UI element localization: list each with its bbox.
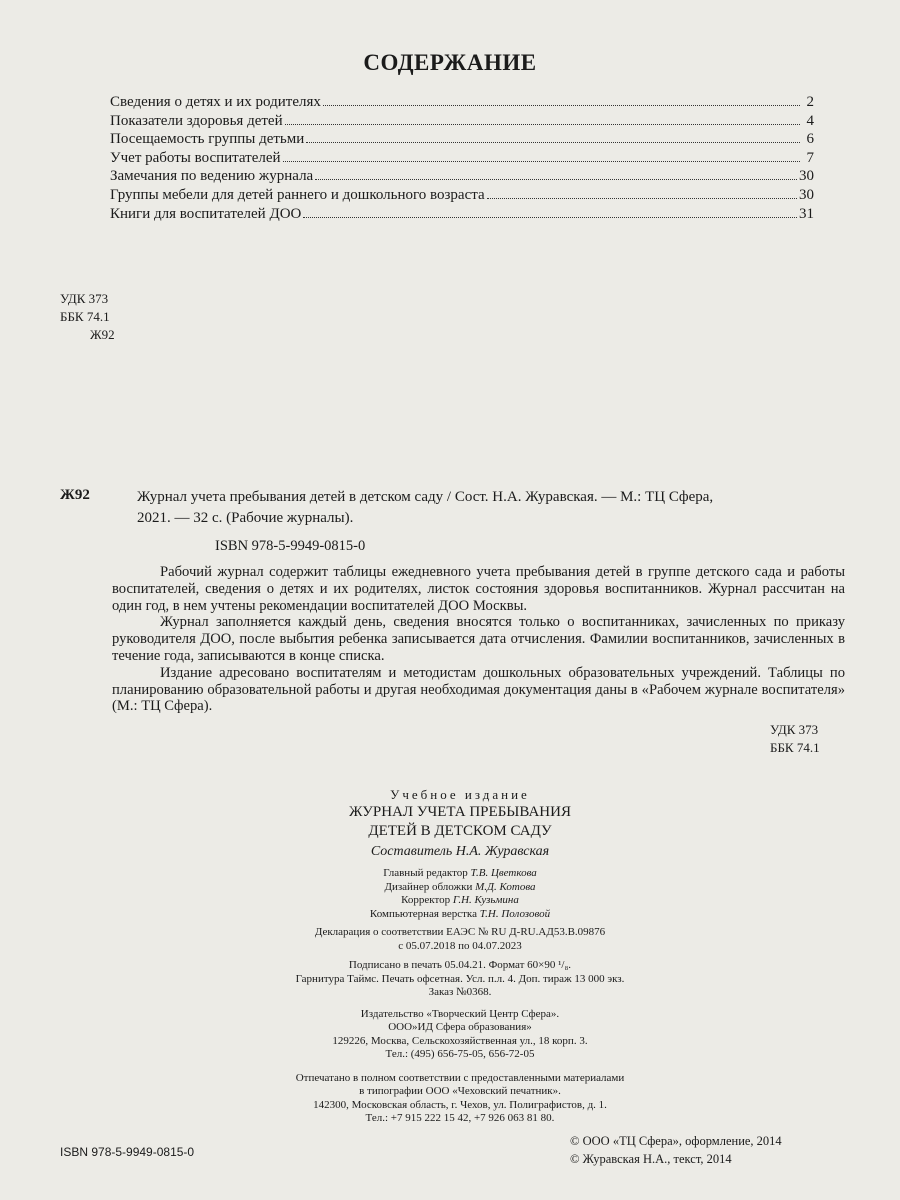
publisher — [230, 1008, 690, 1062]
contents-title: СОДЕРЖАНИЕ — [363, 50, 537, 75]
leader-dots — [487, 198, 797, 199]
annotation-paragraph: Журнал заполняется каждый день, сведения вносятся только о воспитанниках, зачисленных по приказу руководителя ДОО, после выбытия ребенка записывается дата отчисления. Фамилии воспитанников, зачисленных в течение года, записываются в конце списка. — [112, 614, 845, 664]
credit-role: Корректор — [401, 894, 451, 906]
toc-page: 2 — [806, 94, 814, 110]
toc-item[interactable] — [110, 112, 814, 131]
toc-item[interactable] — [110, 149, 814, 168]
toc-label: Замечания по ведению журнала — [110, 168, 314, 185]
credit-role: Компьютерная верстка — [369, 907, 477, 920]
toc-page: 7 — [806, 149, 814, 166]
toc-page: 6 — [806, 131, 814, 148]
toc-item[interactable] — [110, 186, 814, 205]
annotation — [112, 564, 845, 715]
annotation-paragraph: Рабочий журнал содержит таблицы ежедневного учета пребывания детей в группе детского сада и работы воспитателей, сведения о детях и их родителях, листок состояния здоровья воспитанников. Журнал рассчитан на один год, в нем учтены рекомендации воспитателей ДОО Москвы. — [112, 564, 845, 614]
print-details — [230, 959, 690, 1000]
author-mark: Ж92 — [90, 327, 115, 342]
credit-role: Главный редактор — [383, 867, 468, 879]
edition-type: Учебное издание — [390, 787, 530, 802]
bib-author-mark: Ж92 — [60, 487, 90, 503]
bbk-code: ББК 74.1 — [60, 309, 110, 324]
declaration-dates: с 05.07.2018 по 04.07.2023 — [398, 939, 522, 952]
toc-page: 30 — [799, 168, 814, 185]
bib-line: 2021. — 32 с. (Рабочие журналы). — [137, 510, 354, 526]
toc-label: Показатели здоровья детей — [110, 112, 283, 129]
annotation-paragraph: Издание адресовано воспитателям и методистам дошкольных образовательных учреждений. Таблицы по планированию образовательной работы и другая необходимая документация даны в «Рабочем журнале воспитателя» (М.: ТЦ Сфера). — [112, 664, 845, 715]
credit-line — [230, 908, 690, 922]
book-title: ЖУРНАЛ УЧЕТА ПРЕБЫВАНИЯ — [349, 804, 571, 820]
toc-page: 4 — [806, 112, 814, 129]
toc-item[interactable] — [110, 167, 814, 186]
declaration — [230, 926, 690, 953]
compiler: Составитель Н.А. Журавская — [370, 844, 550, 859]
leader-dots — [315, 179, 797, 180]
print-line: Подписано в печать 05.04.21. Формат 60×90 ¹/₈. — [348, 959, 572, 971]
publisher-name: Издательство «Творческий Центр Сфера». — [360, 1007, 560, 1020]
toc-label: Посещаемость группы детьми — [110, 131, 305, 148]
isbn: ISBN 978-5-9949-0815-0 — [215, 538, 366, 554]
toc-label: Сведения о детях и их родителях — [110, 94, 321, 110]
credit-role: Дизайнер обложки — [384, 880, 473, 893]
credit-name: Т.Н. Полозовой — [479, 907, 551, 920]
toc-label: Учет работы воспитателей — [110, 149, 281, 166]
classification-right — [770, 721, 820, 757]
credit-line — [230, 867, 690, 881]
publisher-address: 129226, Москва, Сельскохозяйственная ул., 18 корп. 3. — [332, 1034, 588, 1047]
toc-page: 31 — [799, 205, 814, 222]
leader-dots — [303, 217, 797, 218]
toc-page: 30 — [799, 186, 814, 203]
credits — [230, 867, 690, 921]
credit-name: М.Д. Котова — [475, 880, 536, 893]
copyright — [570, 1132, 782, 1168]
footer-isbn: ISBN 978-5-9949-0815-0 — [60, 1145, 195, 1159]
leader-dots — [306, 142, 800, 143]
classification-top — [60, 290, 115, 344]
printer-phone: Тел.: +7 915 222 15 42, +7 926 063 81 80. — [365, 1112, 555, 1124]
udk-code: УДК 373 — [770, 722, 819, 737]
toc-item[interactable] — [110, 205, 814, 224]
toc-item[interactable] — [110, 130, 814, 149]
publisher-name: ООО»ИД Сфера образования» — [388, 1021, 532, 1033]
print-line: Гарнитура Таймс. Печать офсетная. Усл. п.л. 4. Доп. тираж 13 000 экз. — [295, 972, 625, 985]
bib-record — [137, 487, 857, 529]
table-of-contents — [110, 93, 814, 223]
udk-code: УДК 373 — [60, 291, 109, 306]
bib-line: Журнал учета пребывания детей в детском саду / Сост. Н.А. Журавская. — М.: ТЦ Сфера, — [137, 489, 714, 505]
toc-label: Группы мебели для детей раннего и дошкольного возраста — [110, 186, 485, 203]
credit-name: Г.Н. Кузьмина — [452, 894, 519, 906]
declaration-text: Декларация о соответствии ЕАЭС № RU Д-RU.АД53.В.09876 — [314, 926, 606, 938]
leader-dots — [285, 124, 800, 125]
bbk-code: ББК 74.1 — [770, 740, 820, 755]
toc-label: Книги для воспитателей ДОО — [110, 205, 302, 222]
publisher-phone: Тел.: (495) 656-75-05, 656-72-05 — [385, 1048, 535, 1060]
credit-name: Т.В. Цветкова — [470, 867, 537, 879]
printer-line: Отпечатано в полном соответствии с предоставленными материалами — [295, 1071, 625, 1084]
leader-dots — [283, 161, 800, 162]
credit-line — [230, 894, 690, 908]
leader-dots — [323, 105, 800, 106]
order-number: Заказ №0368. — [428, 986, 492, 998]
toc-item[interactable] — [110, 93, 814, 112]
copyright-line: © ООО «ТЦ Сфера», оформление, 2014 — [570, 1134, 782, 1148]
printer-name: в типографии ООО «Чеховский печатник». — [359, 1085, 561, 1097]
printer-address: 142300, Московская область, г. Чехов, ул. Полиграфистов, д. 1. — [313, 1098, 607, 1111]
credit-line — [230, 881, 690, 895]
book-title: ДЕТЕЙ В ДЕТСКОМ САДУ — [368, 823, 552, 839]
imprint — [230, 786, 690, 1126]
printer — [230, 1072, 690, 1126]
copyright-line: © Журавская Н.А., текст, 2014 — [570, 1152, 732, 1166]
